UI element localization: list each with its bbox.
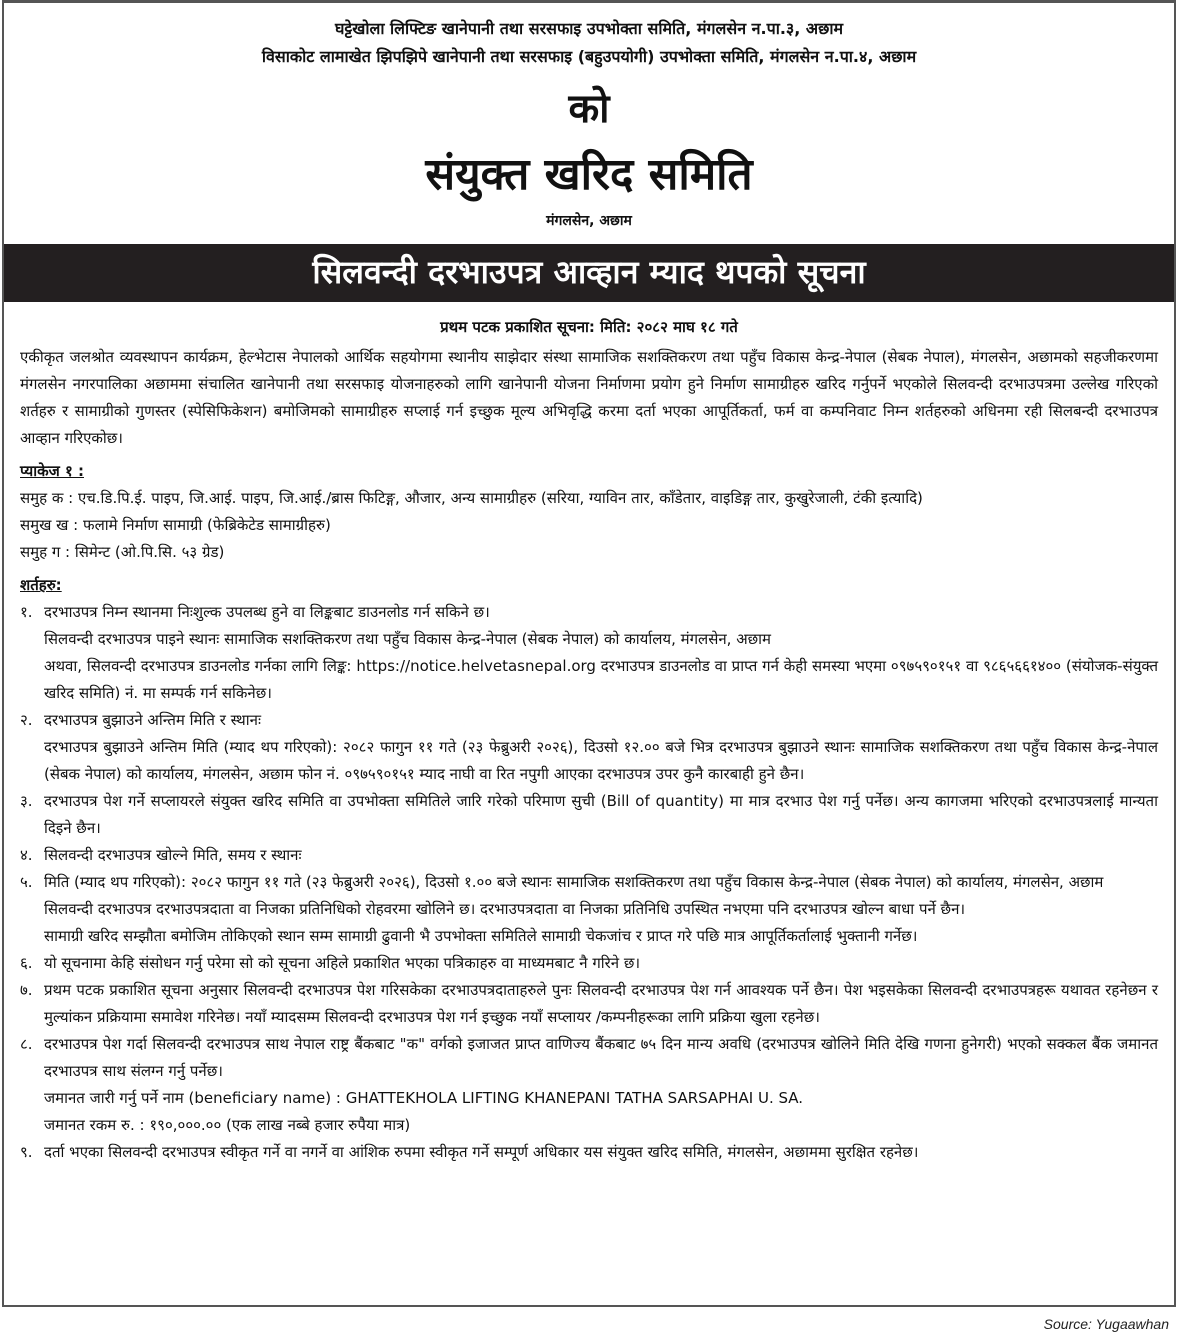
package-group: समुह ग : सिमेन्ट (ओ.पि.सि. ५३ ग्रेड) (20, 543, 225, 561)
intro-paragraph: एकीकृत जलश्रोत व्यवस्थापन कार्यक्रम, हेल्भेटास नेपालको आर्थिक सहयोगमा स्थानीय साझेदार संस्था सामाजिक सशक्तिकरण तथा पहुँच विकास केन्द्र-नेपाल (सेबक नेपाल), मंगलसेन, अछामको सहजीकरणमा मंगलसेन नगरपालिका अछाममा संचालित खानेपानी तथा सरसफाइ योजनाहरुको लागि खानेपानी योजना निर्माणमा प्रयोग हुने निर्माण सामाग्रीहरु खरिद गर्नुपर्ने भएकोले सिलवन्दी दरभाउपत्रमा उल्लेख गरिएको शर्तहरु र सामाग्रीको गुणस्तर (स्पेसिफिकेशन) बमोजिमको सामाग्रीहरु सप्लाई गर्न इच्छुक मूल्य अभिवृद्धि करमा दर्ता भएका आपूर्तिकर्ता, फर्म वा कम्पनिवाट निम्न शर्तहरुको अधिनमा रही सिलबन्दी दरभाउपत्र आव्हान गरिएकोछ। (20, 348, 1158, 447)
org-line-2: विसाकोट लामाखेत झिपझिपे खानेपानी तथा सरसफाइ (बहुउपयोगी) उपभोक्ता समिति, मंगलसेन न.पा.४, अछाम (261, 47, 917, 66)
condition-text: मिति (म्याद थप गरिएको): २०८२ फागुन ११ गते (२३ फेब्रुअरी २०२६), दिउसो १.०० बजे स्थानः सामाजिक सशक्तिकरण तथा पहुँच विकास केन्द्र-नेपाल (सेबक नेपाल) को कार्यालय, मंगलसेन, अछाम (44, 873, 1104, 891)
condition-item (20, 707, 1158, 734)
condition-text: दरभाउपत्र पेश गर्दा सिलवन्दी दरभाउपत्र साथ नेपाल राष्ट्र बैंकबाट "क" वर्गको इजाजत प्राप्त वाणिज्य बैंकबाट ७५ दिन मान्य अवधि (दरभाउपत्र खोलिने मिति देखि गणना हुनेगरी) भएको सक्कल बैंक जमानत दरभाउपत्र साथ संलग्न गर्नु पर्नेछ। (44, 1035, 1158, 1080)
condition-subtext: दरभाउपत्र बुझाउने अन्तिम मिति (म्याद थप गरिएको): २०८२ फागुन ११ गते (२३ फेब्रुअरी २०२६), दिउसो १२.०० बजे भित्र दरभाउपत्र बुझाउने स्थानः सामाजिक सशक्तिकरण तथा पहुँच विकास केन्द्र-नेपाल (सेबक नेपाल) को कार्यालय, मंगलसेन, अछाम फोन नं. ०९७५९०१५१ म्याद नाघी वा रित नपुगी आएका दरभाउपत्र उपर कुनै कारबाही हुने छैन। (44, 738, 1158, 783)
condition-item (20, 788, 1158, 842)
condition-subtext: जमानत रकम रु. : १९०,०००.०० (एक लाख नब्बे हजार रुपैया मात्र) (44, 1116, 411, 1134)
condition-subtext: सामाग्री खरिद सम्झौता बमोजिम तोकिएको स्थान सम्म सामाग्री ढुवानी भै उपभोक्ता समितिले सामाग्री चेकजांच र प्राप्त गरे पछि मात्र आपूर्तिकर्तालाई भुक्तानी गर्नेछ। (44, 927, 918, 945)
condition-number: ४. (20, 846, 33, 864)
org-line-1: घट्टेखोला लिफ्टिङ खानेपानी तथा सरसफाइ उपभोक्ता समिति, मंगलसेन न.पा.३, अछाम (334, 19, 844, 38)
condition-text: सिलवन्दी दरभाउपत्र खोल्ने मिति, समय र स्थानः (44, 846, 302, 864)
package-heading: प्याकेज १ : (20, 462, 84, 480)
condition-number: २. (20, 711, 33, 729)
notice-frame (2, 0, 1176, 1307)
condition-text: दरभाउपत्र निम्न स्थानमा निःशुल्क उपलब्ध हुने वा लिङ्कबाट डाउनलोड गर्न सकिने छ। (44, 603, 490, 621)
package-group: समुख ख : फलामे निर्माण सामाग्री (फेब्रिकेटेड सामाग्रीहरु) (20, 516, 331, 534)
committee-location: मंगलसेन, अछाम (546, 213, 632, 229)
conditions-list (20, 599, 1158, 1166)
package-groups (20, 485, 1158, 566)
condition-item (20, 1139, 1158, 1166)
condition-item (20, 950, 1158, 977)
notice-title: सिलवन्दी दरभाउपत्र आव्हान म्याद थपको सूचना (4, 244, 1174, 302)
condition-item (20, 599, 1158, 626)
condition-number: ७. (20, 981, 33, 999)
condition-subtext: सिलवन्दी दरभाउपत्र पाइने स्थानः सामाजिक सशक्तिकरण तथा पहुँच विकास केन्द्र-नेपाल (सेबक नेपाल) को कार्यालय, मंगलसेन, अछाम (44, 630, 772, 648)
first-published-date: प्रथम पटक प्रकाशित सूचना: मिति: २०८२ माघ १८ गते (440, 318, 738, 336)
condition-item (20, 842, 1158, 869)
condition-item (20, 1031, 1158, 1085)
condition-text: दरभाउपत्र पेश गर्ने सप्लायरले संयुक्त खरिद समिति वा उपभोक्ता समितिले जारि गरेको परिमाण सुची (Bill of quantity) मा मात्र दरभाउ पेश गर्नु पर्नेछ। अन्य कागजमा भरिएको दरभाउपत्रलाई मान्यता दिइने छैन। (44, 792, 1158, 837)
condition-subtext: सिलवन्दी दरभाउपत्र दरभाउपत्रदाता वा निजका प्रतिनिधिको रोहवरमा खोलिने छ। दरभाउपत्रदाता वा निजका प्रतिनिधि उपस्थित नभएमा पनि दरभाउपत्र खोल्न बाधा पर्ने छैन। (44, 900, 966, 918)
condition-number: ३. (20, 792, 33, 810)
ko-heading: को (568, 86, 610, 132)
condition-text: यो सूचनामा केहि संसोधन गर्नु परेमा सो को सूचना अहिले प्रकाशित भएका पत्रिकाहरु वा माध्यमबाट नै गरिने छ। (44, 954, 641, 972)
condition-number: ६. (20, 954, 33, 972)
notice-body (4, 344, 1174, 1166)
condition-item (20, 869, 1158, 896)
condition-number: ५. (20, 873, 33, 891)
condition-item (20, 977, 1158, 1031)
condition-subtext: जमानत जारी गर्नु पर्ने नाम (beneficiary name) : GHATTEKHOLA LIFTING KHANEPANI TATHA SARSAPHAI U. SA. (44, 1089, 804, 1107)
condition-number: ९. (20, 1143, 33, 1161)
package-group: समुह क : एच.डि.पि.ई. पाइप, जि.आई. पाइप, जि.आई./ब्रास फिटिङ्ग, औजार, अन्य सामाग्रीहरु (सरिया, ग्याविन तार, काँडेतार, वाइडिङ्ग तार, कुखुरेजाली, टंकी इत्यादि) (20, 489, 923, 507)
conditions-heading: शर्तहरु: (20, 576, 62, 594)
condition-number: ८. (20, 1035, 33, 1053)
condition-number: १. (20, 603, 33, 621)
condition-text: दर्ता भएका सिलवन्दी दरभाउपत्र स्वीकृत गर्ने वा नगर्ने वा आंशिक रुपमा स्वीकृत गर्ने सम्पूर्ण अधिकार यस संयुक्त खरिद समिति, मंगलसेन, अछाममा सुरक्षित रहनेछ। (44, 1143, 919, 1161)
condition-text: दरभाउपत्र बुझाउने अन्तिम मिति र स्थानः (44, 711, 261, 729)
committee-title: संयुक्त खरिद समिति (425, 149, 753, 200)
source-credit: Source: Yugaawhan (1043, 1316, 1169, 1332)
condition-subtext: अथवा, सिलवन्दी दरभाउपत्र डाउनलोड गर्नका लागि लिङ्क: https://notice.helvetasnepal.org दरभाउपत्र डाउनलोड वा प्राप्त गर्न केही समस्या भएमा ०९७५९०१५१ वा ९८६५६६१४०० (संयोजक-संयुक्त खरिद समिति) नं. मा सम्पर्क गर्न सकिनेछ। (44, 657, 1158, 702)
condition-text: प्रथम पटक प्रकाशित सूचना अनुसार सिलवन्दी दरभाउपत्र पेश गरिसकेका दरभाउपत्रदाताहरुले पुनः सिलवन्दी दरभाउपत्र पेश गर्न आवश्यक पर्ने छैन। पेश भइसकेका सिलवन्दी दरभाउपत्रहरू यथावत रहनेछन र मुल्यांकन प्रक्रियामा समावेश गरिनेछ। नयाँ म्यादसम्म सिलवन्दी दरभाउपत्र पेश गर्न इच्छुक नयाँ सप्लायर /कम्पनीहरूका लागि प्रक्रिया खुला रहनेछ। (44, 981, 1158, 1026)
